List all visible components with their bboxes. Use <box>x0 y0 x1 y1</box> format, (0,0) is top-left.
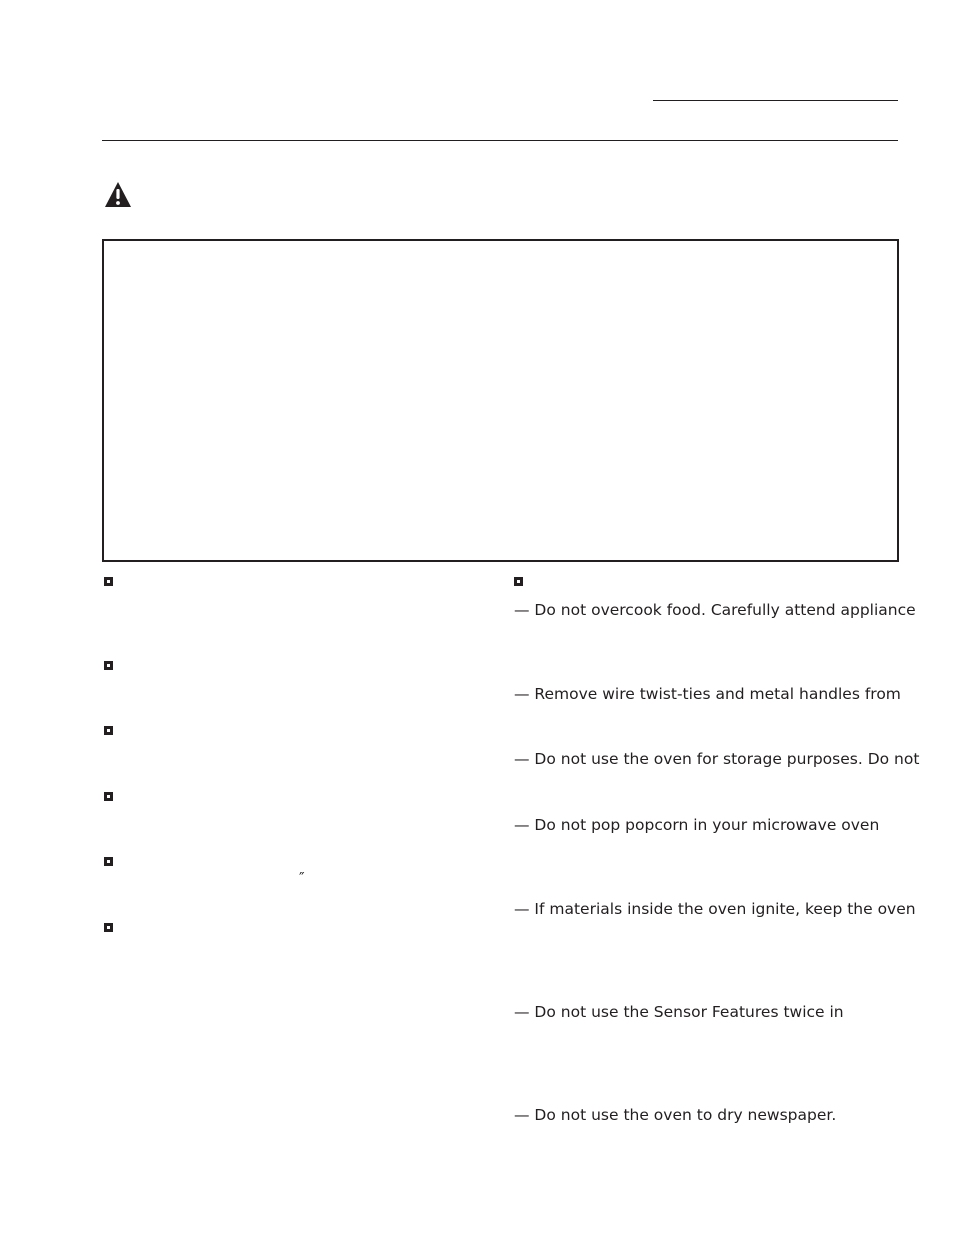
square-bullet-icon <box>104 577 113 586</box>
warning-box <box>102 239 899 562</box>
square-bullet-icon <box>104 726 113 735</box>
square-bullet-icon <box>514 577 523 586</box>
warning-triangle-icon <box>104 181 132 208</box>
list-item: — If materials inside the oven ignite, keep the oven <box>514 900 916 918</box>
list-item: — Do not overcook food. Carefully attend appliance <box>514 601 916 619</box>
list-item: — Do not pop popcorn in your microwave oven <box>514 816 880 834</box>
square-bullet-icon <box>104 792 113 801</box>
square-bullet-icon <box>104 857 113 866</box>
square-bullet-icon <box>104 661 113 670</box>
list-item: — Remove wire twist-ties and metal handles from <box>514 685 901 703</box>
header-rule-short <box>653 100 898 101</box>
ditto-mark: ″ <box>299 869 305 887</box>
header-rule-long <box>102 140 898 141</box>
list-item: — Do not use the oven to dry newspaper. <box>514 1106 837 1124</box>
square-bullet-icon <box>104 923 113 932</box>
list-item: — Do not use the oven for storage purposes. Do not <box>514 750 920 768</box>
list-item: — Do not use the Sensor Features twice in <box>514 1003 844 1021</box>
